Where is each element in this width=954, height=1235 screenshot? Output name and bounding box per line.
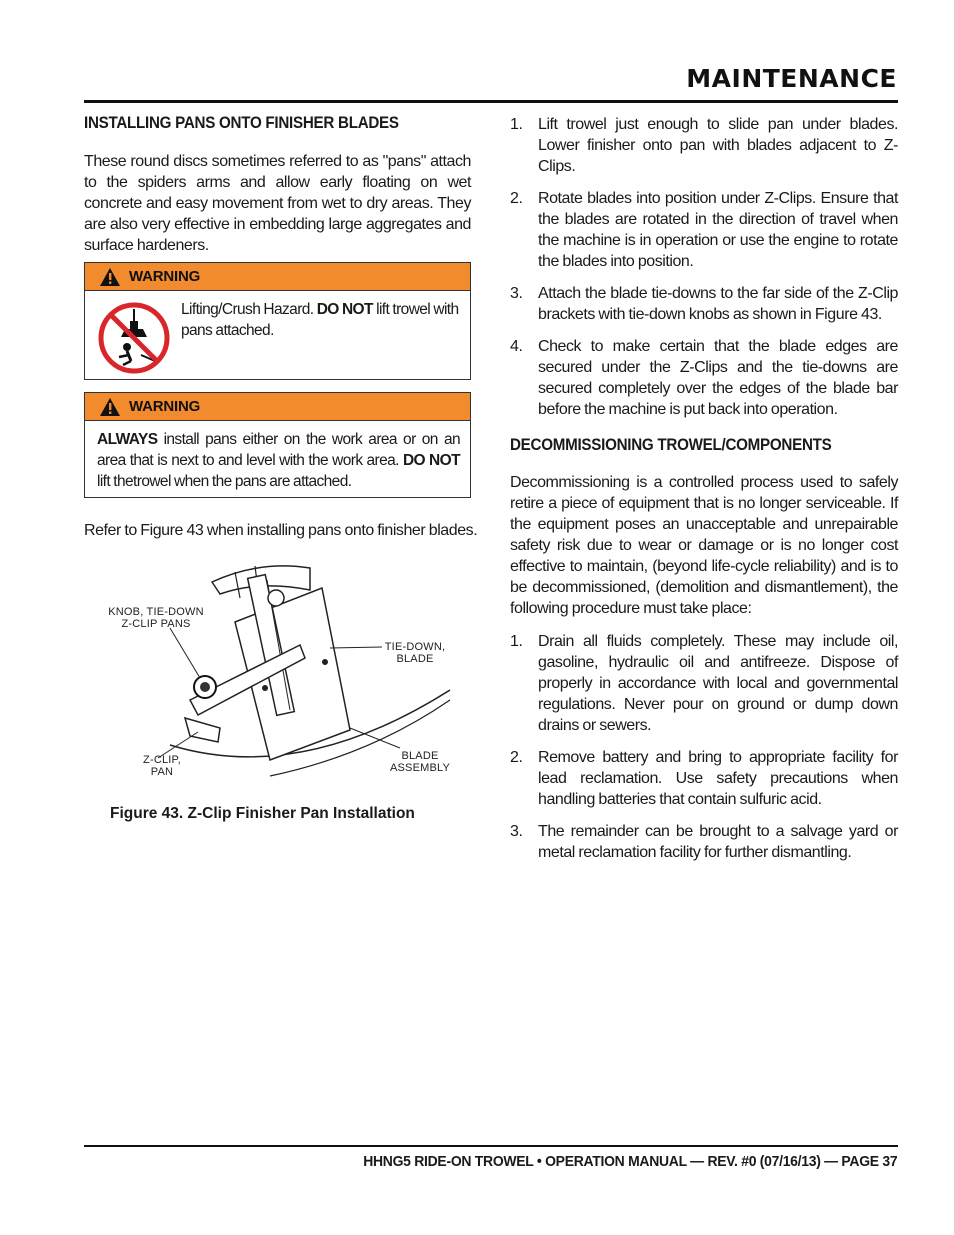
list-item (510, 747, 898, 810)
section-heading-installing-pans: INSTALLING PANS ONTO FINISHER BLADES (84, 114, 399, 132)
list-item (510, 821, 898, 863)
step-number: 1. (510, 116, 523, 133)
step-number: 2. (510, 749, 523, 766)
warning-text-part: Lifting/Crush Hazard. (181, 301, 317, 318)
callout-zclip-pan (132, 754, 192, 778)
decommission-intro: Decommissioning is a controlled process used to safely retire a piece of equipment that is no longer serviceable. If the equipment poses an unacceptable and unrepairable safety risk due to wear or damage or is no longer cost effective to maintain, (beyond life-cycle reliability) and is to be decommissioned, (demolition and dismantlement), the following procedure must take place: (510, 474, 898, 617)
callout-line: TIE-DOWN, (384, 641, 446, 653)
step-text: Lift trowel just enough to slide pan under blades. Lower finisher onto pan with blades adjacent to Z-Clips. (538, 116, 898, 175)
step-text: Rotate blades into position under Z-Clips. Ensure that the blades are rotated in the direction of travel when the machine is in operation or use the engine to rotate the blades into position. (538, 190, 898, 270)
left-column (84, 114, 471, 256)
warning-label: WARNING (129, 398, 201, 415)
warning-text-lifting (181, 299, 463, 341)
step-text: The remainder can be brought to a salvage yard or metal reclamation facility for further dismantling. (538, 823, 898, 861)
step-number: 3. (510, 285, 523, 302)
pan-install-steps (510, 114, 898, 420)
step-text: Attach the blade tie-downs to the far side of the Z-Clip brackets with tie-down knobs as shown in Figure 43. (538, 285, 898, 323)
callout-line: ASSEMBLY (389, 762, 451, 774)
step-number: 1. (510, 633, 523, 650)
warning-emphasis: DO NOT (316, 301, 373, 318)
page-title: MAINTENANCE (686, 64, 897, 93)
warning-header (85, 393, 470, 421)
list-item (510, 188, 898, 272)
intro-paragraph: These round discs sometimes referred to as "pans" attach to the spiders arms and allow early floating on wet concrete and easy movement from wet to dry areas. They are also very effective in embedding large aggregates and surface hardeners. (84, 153, 471, 254)
warning-header (85, 263, 470, 291)
callout-knob-tiedown (100, 606, 212, 630)
warning-triangle-icon (99, 267, 121, 287)
list-item (510, 283, 898, 325)
warning-label: WARNING (129, 268, 201, 285)
warning-text-part: lift trowel with pans attached. (181, 301, 459, 339)
step-text: Remove battery and bring to appropriate facility for lead reclamation. Use safety precautions when handling batteries that contain sulfuric acid. (538, 749, 898, 808)
callout-tiedown-blade (380, 641, 450, 665)
callout-line: KNOB, TIE-DOWN (108, 606, 204, 618)
step-text: Check to make certain that the blade edges are secured under the Z-Clips and the tie-downs are secured completely over the edges of the blade bar before the machine is put back into operation. (538, 338, 898, 418)
list-item (510, 631, 898, 736)
callout-line: Z-CLIP PANS (121, 618, 191, 630)
warning-emphasis: DO NOT (402, 452, 460, 469)
step-text: Drain all fluids completely. These may include oil, gasoline, hydraulic oil and antifreeze. Dispose of properly in accordance with local and governmental regulations. Never pour on ground or dump down drains or sewers. (538, 633, 898, 734)
z-clip-pan-illustration (150, 550, 470, 780)
page-footer: HHNG5 RIDE-ON TROWEL • OPERATION MANUAL — REV. #0 (07/16/13) — PAGE 37 (362, 1153, 897, 1170)
callout-line: PAN (150, 766, 174, 778)
warning-triangle-icon (99, 397, 121, 417)
warning-box-install-location (84, 392, 471, 498)
no-lifting-prohibition-icon (97, 301, 171, 375)
step-number: 2. (510, 190, 523, 207)
warning-text-part: lift thetrowel when the pans are attached. (97, 473, 352, 490)
header-rule (84, 100, 898, 103)
decommission-steps (510, 631, 898, 863)
warning-text-part: install pans either on the work area or on an area that is next to and level with the work area. (97, 431, 460, 469)
warning-emphasis: ALWAYS (97, 431, 158, 448)
figure-reference-text: Refer to Figure 43 when installing pans onto finisher blades. (84, 522, 478, 539)
list-item (510, 336, 898, 420)
footer-rule (84, 1145, 898, 1147)
list-item (510, 114, 898, 177)
callout-line: Z-CLIP, (143, 754, 181, 766)
step-number: 3. (510, 823, 523, 840)
step-number: 4. (510, 338, 523, 355)
callout-line: BLADE (396, 653, 434, 665)
warning-text-install-location (97, 429, 460, 492)
callout-line: BLADE (401, 750, 439, 762)
right-column (510, 114, 898, 863)
callout-blade-assembly (384, 750, 456, 774)
figure-caption: Figure 43. Z-Clip Finisher Pan Installation (110, 805, 415, 822)
warning-box-lifting (84, 262, 471, 380)
section-heading-decommissioning: DECOMMISSIONING TROWEL/COMPONENTS (510, 436, 832, 454)
